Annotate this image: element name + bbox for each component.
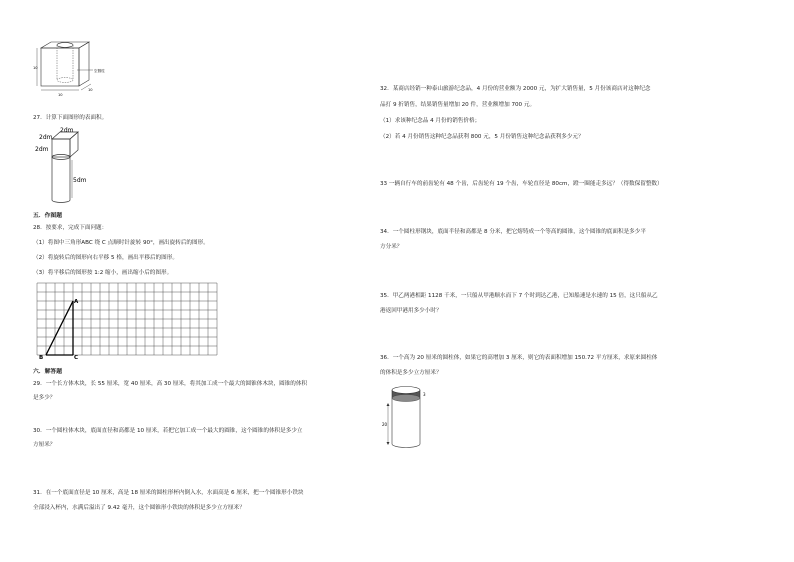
grid-figure xyxy=(37,283,217,363)
q34-line2: 方分米？ xyxy=(380,244,403,250)
cuboid-height-label: 10 xyxy=(33,66,38,70)
q34-line1: 34．一个圆柱形钢块，底面半径和高都是 8 分米，把它熔铸成一个等高的圆锥，这个圆锥的底面积是多少平 xyxy=(380,229,646,235)
q32-line3: （1）求该种纪念品 4 月份的销售价格； xyxy=(380,118,481,124)
cylinder-height-label: 5dm xyxy=(73,177,87,184)
q35-line2: 港返回甲港用多少小时？ xyxy=(380,308,442,314)
q32-line2: 品打 9 折销售，结果销售量增加 20 件，营业额增加 700 元。 xyxy=(380,102,536,108)
q32-line1: 32．某商店经销一种泰山旅游纪念品，4 月份的营业额为 2000 元，为扩大销售量，5 月份该商店对这种纪念 xyxy=(380,86,651,92)
cuboid-hollow-label: 空圆柱 xyxy=(94,69,105,73)
q28-line2: （1）将图中三角形ABC 绕 C 点顺时针旋转 90°，画出旋转后的图形。 xyxy=(33,240,209,246)
section5-title: 五．作图题 xyxy=(33,213,62,219)
cube-on-cylinder-figure xyxy=(32,126,92,208)
q30-line2: 方厘米？ xyxy=(33,442,56,448)
q30-line1: 30．一个圆柱体木块，底面直径和高都是 10 厘米，若把它加工成一个最大的圆锥，这个圆锥的体积是多少立 xyxy=(33,428,303,434)
q36-line2: 的体积是多少立方厘米？ xyxy=(380,370,442,376)
q28-line3: （2）将旋转后的图形向右平移 5 格，画出平移后的图形。 xyxy=(33,255,178,261)
grid-point-b: B xyxy=(39,355,44,361)
cuboid-depth-label: 10 xyxy=(88,88,93,92)
grid-point-c: C xyxy=(74,355,79,361)
q31-line2: 全部浸入杯内，水满后溢出了 9.42 毫升，这个圆锥形小铁块的体积是多少立方厘米？ xyxy=(33,505,245,511)
cylinder-top-label: 3 xyxy=(423,392,426,397)
q35-line1: 35．甲乙两港相距 1128 千米，一只船从甲港顺水而下 7 个时到达乙港，已知船速是水速的 15 倍，这只船从乙 xyxy=(380,293,658,299)
q32-line4: （2）若 4 月份销售这种纪念品获利 800 元，5 月份销售这种纪念品获利多少元？ xyxy=(380,134,584,140)
cylinder-side-label: 20 xyxy=(382,422,388,427)
q29-line1: 29．一个长方体木块，长 55 厘米，宽 40 厘米，高 30 厘米，将其加工成一个最大的圆锥体木块，圆锥的体积 xyxy=(33,381,308,387)
q29-line2: 是多少？ xyxy=(33,395,56,401)
grid-point-a: A xyxy=(74,299,79,305)
q28-line4: （3）将平移后的图形按 1:2 缩小，画出缩小后的图形。 xyxy=(33,270,173,276)
q33-line1: 33 一辆自行车的前齿轮有 48 个齿，后齿轮有 19 个齿，车轮直径是 80cm，蹬一圈能走多远？（得数保留整数） xyxy=(380,181,663,187)
q28-line1: 28．按要求，完成下面问题： xyxy=(33,225,108,231)
cube-left1-label: 2dm xyxy=(39,134,53,141)
cube-left2-label: 2dm xyxy=(35,146,49,153)
q31-line1: 31．在一个底面直径是 10 厘米，高是 18 厘米的圆柱形杯内倒入水，水面高是 6 厘米，把一个圆锥形小铁块 xyxy=(33,490,304,496)
cylinder-figure xyxy=(380,384,440,454)
q36-line1: 36．一个高为 20 厘米的圆柱体，如果它的高增加 3 厘米，则它的表面积增加 150.72 平方厘米，求原来圆柱体 xyxy=(380,355,658,361)
section6-title: 六．解答题 xyxy=(33,369,62,375)
cuboid-width-label: 10 xyxy=(58,93,63,97)
cube-top-label: 2dm xyxy=(60,127,74,134)
cuboid-hollow-cylinder-figure xyxy=(33,40,113,102)
q27-text: 27．计算下面图形的表面积。 xyxy=(33,115,108,121)
